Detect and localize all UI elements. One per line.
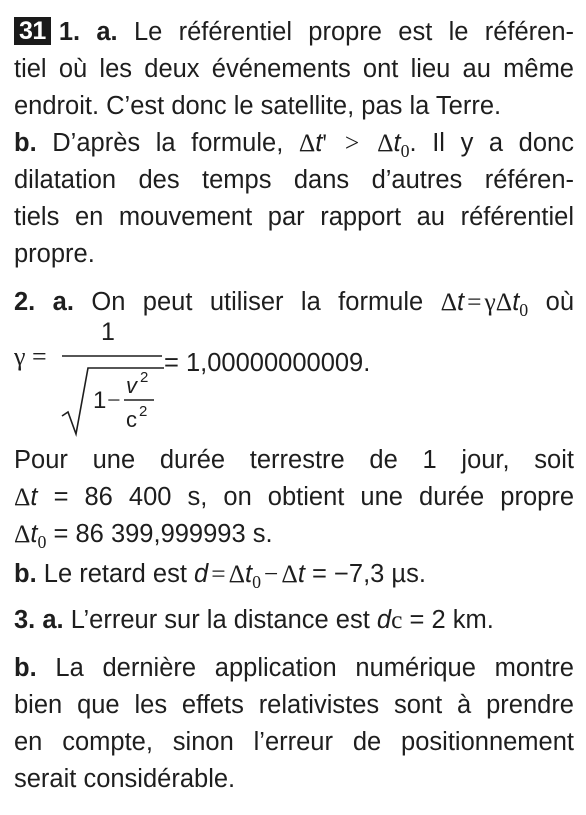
part3-b-text-1: La dernière application numérique montre	[55, 654, 574, 682]
part2-a-ou: où	[545, 288, 575, 316]
part3-a-text: L’erreur sur la distance est	[70, 606, 370, 634]
part3-a-value: = 2 km.	[409, 606, 494, 634]
part2-b-line	[14, 556, 426, 592]
part3-b-line2: bien que les effets relativistes sont à prendre	[14, 691, 574, 719]
part3-b-line1	[14, 650, 574, 686]
part3-b-line3: en compte, sinon l’erreur de positionnement	[14, 728, 574, 756]
part1-a-line1	[14, 14, 574, 50]
exercise-number-badge: 31	[14, 17, 51, 45]
part2-para-line3	[14, 516, 273, 552]
part2-b-intro: Le retard est	[43, 560, 187, 588]
part1-b-after: . Il y a donc	[409, 129, 574, 157]
part1-a-line2: tiel où les deux événements ont lieu au même	[14, 55, 574, 83]
numerator-one: 1	[101, 318, 115, 346]
v-squared: v	[126, 373, 137, 398]
part1-a-label: 1. a.	[58, 18, 118, 46]
part2-para-line3-text: = 86 399,999993 s.	[53, 520, 273, 548]
part1-b-line2: dilatation des temps dans d’autres référen-	[14, 166, 574, 194]
formula-dt: Δt	[14, 482, 38, 511]
part3-b-line4: serait considérable.	[14, 765, 236, 793]
part2-a-line1	[14, 284, 574, 320]
part3-b-label: b.	[14, 654, 37, 682]
v-exponent: 2	[140, 369, 149, 386]
minus-sign: −	[107, 388, 121, 414]
part2-para-line1: Pour une durée terrestre de 1 jour, soit	[14, 446, 574, 474]
part1-a-line3: endroit. C’est donc le satellite, pas la Terre.	[14, 92, 502, 120]
formula-dt-gamma-dt0: Δt = γΔt$_0$	[440, 287, 529, 320]
formula-dt-prime-gt-dt0: $\Delta t' > \Delta t_0$	[298, 128, 410, 161]
gamma-symbol: γ =	[14, 342, 47, 371]
part1-b-intro: D’après la formule,	[52, 129, 284, 157]
part1-b-label: b.	[14, 129, 37, 157]
gamma-value: = 1,00000000009.	[164, 349, 371, 377]
gamma-formula	[14, 316, 574, 444]
formula-delay: $d = \Delta t_0 - \Delta t$	[194, 559, 305, 592]
part2-b-value: = −7,3 µs.	[312, 560, 426, 588]
part2-b-label: b.	[14, 560, 37, 588]
formula-dc: dc	[376, 605, 403, 634]
part2-para-line2-text: = 86 400 s, on obtient une durée propre	[53, 483, 575, 511]
c-squared: c	[126, 407, 137, 432]
part1-b-line4: propre.	[14, 240, 95, 268]
c-exponent: 2	[139, 403, 148, 420]
part1-b-line3: tiels en mouvement par rapport au référentiel	[14, 203, 574, 231]
formula-dt0: $\Delta t_0$	[14, 519, 47, 552]
part3-a-line	[14, 602, 494, 638]
part2-a-intro: On peut utiliser la formule	[91, 288, 424, 316]
part1-b-line1	[14, 125, 574, 161]
part2-a-label: 2. a.	[14, 288, 74, 316]
sqrt-one: 1	[93, 387, 107, 414]
part3-a-label: 3. a.	[14, 606, 64, 634]
part1-a-text-1: Le référentiel propre est le référen-	[133, 18, 574, 46]
part2-para-line2	[14, 479, 574, 515]
